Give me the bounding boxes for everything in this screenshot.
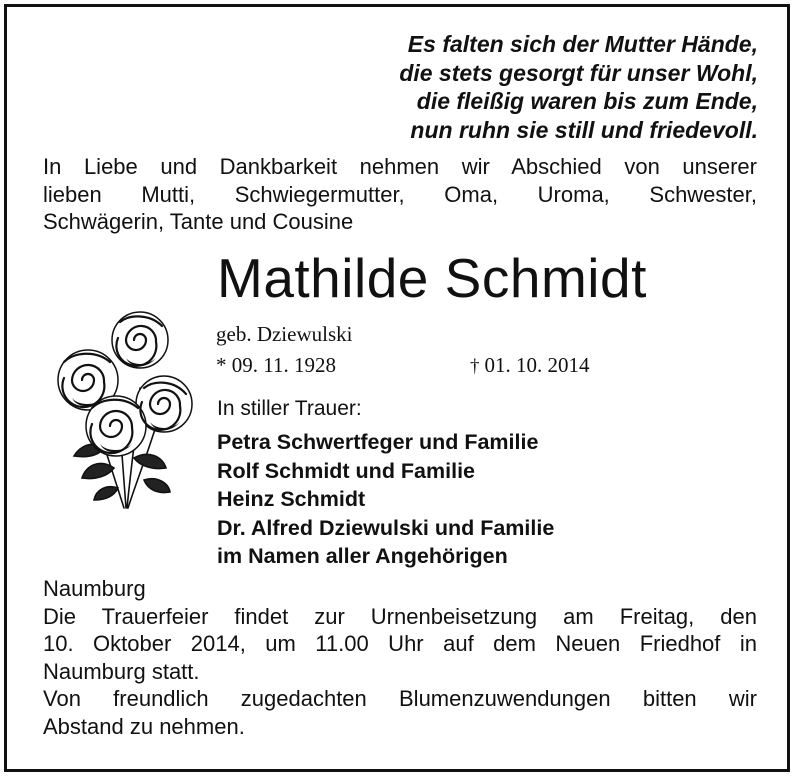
ceremony-line: 10. Oktober 2014, um 11.00 Uhr auf dem Neuen Friedhof in xyxy=(43,631,757,656)
deceased-name: Mathilde Schmidt xyxy=(217,247,647,309)
mourning-label: In stiller Trauer: xyxy=(217,397,362,420)
death-date: 01. 10. 2014 xyxy=(484,353,590,377)
place: Naumburg xyxy=(43,576,146,601)
poem-line: nun ruhn sie still und friedevoll. xyxy=(410,116,758,143)
poem xyxy=(399,30,758,144)
cross-icon: † xyxy=(470,356,480,377)
mourner: Dr. Alfred Dziewulski und Familie xyxy=(217,515,555,540)
funeral-info xyxy=(43,575,757,740)
intro-line: Schwägerin, Tante und Cousine xyxy=(43,209,354,234)
mourners-list xyxy=(217,428,554,571)
mourner: Rolf Schmidt und Familie xyxy=(217,458,476,483)
mourner: Heinz Schmidt xyxy=(217,487,366,512)
birth-date: * 09. 11. 1928 xyxy=(216,353,336,377)
request-line: Abstand zu nehmen. xyxy=(43,713,245,739)
death-date-group xyxy=(470,353,590,378)
intro-line: lieben Mutti, Schwiegermutter, Oma, Uroma, Schwester, xyxy=(43,181,757,207)
mourner: Petra Schwertfeger und Familie xyxy=(217,430,539,454)
request-line: Von freundlich zugedachten Blumenzuwendungen bitten wir xyxy=(43,686,757,711)
poem-line: die fleißig waren bis zum Ende, xyxy=(416,88,758,114)
mourner: im Namen aller Angehörigen xyxy=(217,544,508,569)
poem-line: die stets gesorgt für unser Wohl, xyxy=(399,59,758,86)
poem-line: Es falten sich der Mutter Hände, xyxy=(407,31,758,57)
intro-text xyxy=(43,153,757,236)
ceremony-line: Naumburg statt. xyxy=(43,658,200,684)
ceremony-line: Die Trauerfeier findet zur Urnenbeisetzung am Freitag, den xyxy=(43,603,757,629)
intro-line: In Liebe und Dankbarkeit nehmen wir Abschied von unserer xyxy=(43,154,757,179)
roses-bouquet-icon xyxy=(44,308,196,513)
birth-name: geb. Dziewulski xyxy=(216,322,353,346)
